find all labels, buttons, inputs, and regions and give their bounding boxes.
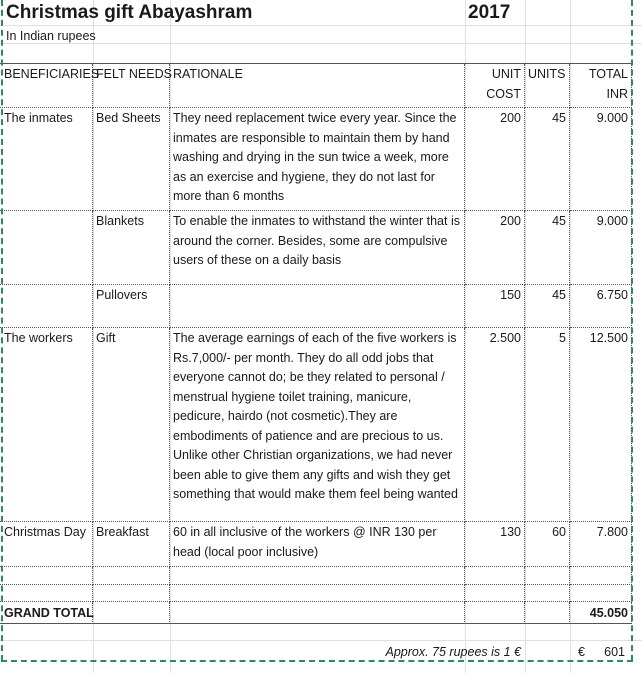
subtitle-cell[interactable]: In Indian rupees [6,29,96,43]
table-row-4-units[interactable]: 5 [525,328,570,522]
grand-total-label[interactable]: GRAND TOTAL [0,602,93,624]
table-row-2-beneficiary[interactable] [0,211,93,285]
table-row-3-total[interactable]: 6.750 [570,285,632,328]
empty-cell[interactable] [525,567,570,585]
table-row-5-total[interactable]: 7.800 [570,522,632,567]
empty-cell[interactable] [465,602,525,624]
table-row-5-unit-cost[interactable]: 130 [465,522,525,567]
empty-cell[interactable] [570,585,632,602]
conversion-note[interactable]: Approx. 75 rupees is 1 € [385,645,521,659]
grand-total-value[interactable]: 45.050 [570,602,632,624]
header-felt-needs[interactable]: FELT NEEDS [93,64,170,108]
table-row-1-beneficiary[interactable]: The inmates [0,108,93,211]
table-row-5-rationale[interactable]: 60 in all inclusive of the workers @ INR 130 per head (local poor inclusive) [170,522,465,567]
header-total-inr[interactable] [570,64,632,108]
table-row-1-unit-cost[interactable]: 200 [465,108,525,211]
table-row-2-need[interactable]: Blankets [93,211,170,285]
empty-cell[interactable] [465,585,525,602]
table-row-5-units[interactable]: 60 [525,522,570,567]
table-row-4-need[interactable]: Gift [93,328,170,522]
header-unit-cost-line2: COST [486,86,521,101]
empty-cell[interactable] [170,567,465,585]
empty-cell[interactable] [0,567,93,585]
header-unit-cost-line1: UNIT [491,67,521,81]
print-area-border-bottom [1,660,633,662]
empty-cell[interactable] [465,567,525,585]
empty-cell[interactable] [93,602,170,624]
year-cell[interactable]: 2017 [468,2,511,23]
empty-cell[interactable] [170,585,465,602]
table-row-4-unit-cost[interactable]: 2.500 [465,328,525,522]
empty-cell[interactable] [93,567,170,585]
header-beneficiaries[interactable]: BENEFICIARIES [0,64,93,108]
table-row-1-rationale[interactable]: They need replacement twice every year. Since the inmates are responsible to maintain them by hand washing and drying in the sun twice a week, more as an exercise and hygiene, they do not last for more than 6 months [170,108,465,211]
table-row-4-total[interactable]: 12.500 [570,328,632,522]
table-row-3-units[interactable]: 45 [525,285,570,328]
table-row-5-beneficiary[interactable]: Christmas Day [0,522,93,567]
table-row-2-unit-cost[interactable]: 200 [465,211,525,285]
euro-symbol: € [578,645,585,659]
header-unit-cost[interactable] [465,64,525,108]
table-row-1-total[interactable]: 9.000 [570,108,632,211]
header-total-line2: INR [606,86,628,101]
table-row-2-units[interactable]: 45 [525,211,570,285]
table-row-3-need[interactable]: Pullovers [93,285,170,328]
table-row-5-need[interactable]: Breakfast [93,522,170,567]
table-row-3-rationale[interactable] [170,285,465,328]
empty-cell[interactable] [0,585,93,602]
print-area-border-left [1,0,3,661]
table-row-2-rationale[interactable]: To enable the inmates to withstand the winter that is around the corner. Besides, some are compulsive users of these on a daily basis [170,211,465,285]
table-row-3-beneficiary[interactable] [0,285,93,328]
empty-cell[interactable] [525,602,570,624]
empty-cell[interactable] [170,602,465,624]
sheet-title[interactable]: Christmas gift Abayashram [6,2,253,23]
header-rationale[interactable]: RATIONALE [170,64,465,108]
print-area-border-right [631,0,633,661]
table-row-4-beneficiary[interactable]: The workers [0,328,93,522]
empty-cell[interactable] [93,585,170,602]
empty-cell[interactable] [525,585,570,602]
table-row-2-total[interactable]: 9.000 [570,211,632,285]
table-row-1-need[interactable]: Bed Sheets [93,108,170,211]
table-row-1-units[interactable]: 45 [525,108,570,211]
table-row-3-unit-cost[interactable]: 150 [465,285,525,328]
table-row-4-rationale[interactable]: The average earnings of each of the five workers is Rs.7,000/- per month. They do all odd jobs that everyone cannot do; be they related to personal / menstrual hygiene toilet training, manicure, pedicure, hairdo (not cosmetic).They are embodiments of patience and are precious to us. Unlike other Christian organizations, we had never been able to give them any gifts and wish they get something that would make them feel being wanted [170,328,465,522]
header-units[interactable]: UNITS [525,64,570,108]
empty-cell[interactable] [570,567,632,585]
header-total-line1: TOTAL [588,67,628,81]
euro-value[interactable]: 601 [604,645,625,659]
